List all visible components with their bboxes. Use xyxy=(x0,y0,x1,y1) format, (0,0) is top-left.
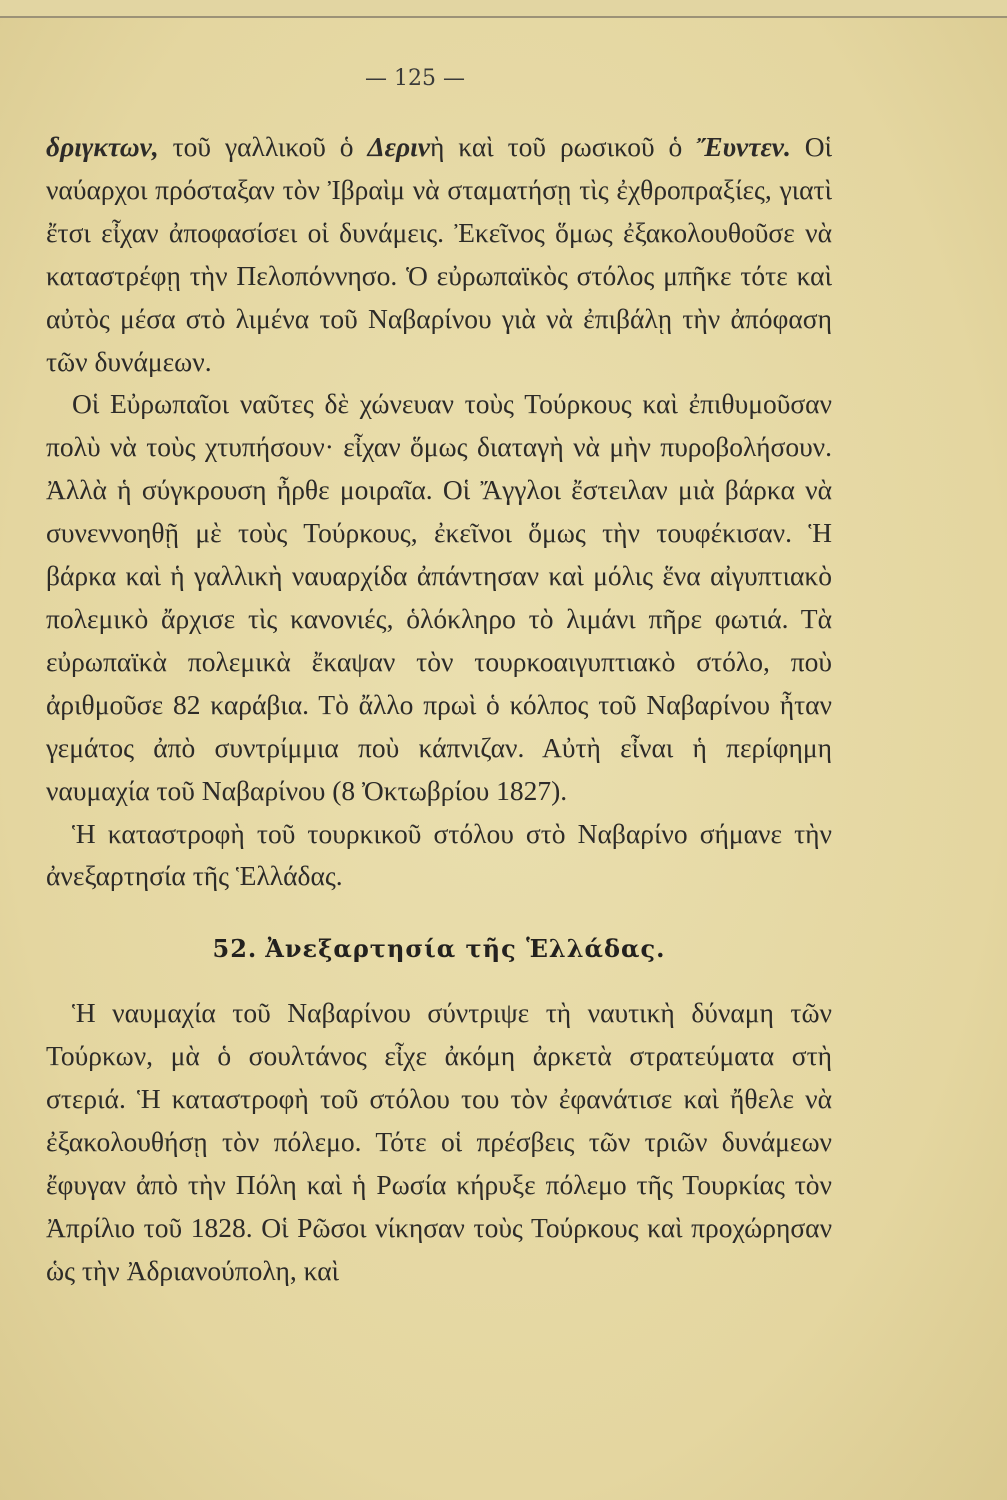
section-title: Ἀνεξαρτησία τῆς Ἑλλάδας. xyxy=(265,934,666,964)
paragraph-1-text-a: τοῦ γαλλικοῦ ὁ xyxy=(158,131,368,162)
section-heading xyxy=(46,931,832,967)
italic-word-fleet-fragment-a: δρ xyxy=(46,131,75,162)
paragraph-1 xyxy=(46,126,832,383)
italic-name-heyden: Ἔυντεν. xyxy=(696,131,791,162)
paragraph-1-text-c: Οἱ ναύαρχοι πρόσταξαν τὸν Ἰβραὶμ νὰ σταματήσῃ τὶς ἐχθροπραξίες, γιατὶ ἔτσι εἶχαν ἀποφασίσει οἱ δυνάμεις. Ἐκεῖνος ὅμως ἐξακολουθοῦσε νὰ καταστρέφῃ τὴν Πελοπόννησο. Ὁ εὐρωπαϊκὸς στόλος μπῆκε τότε καὶ αὐτὸς μέσα στὸ λιμένα τοῦ Ναβαρίνου γιὰ νὰ ἐπιβάλῃ τὴν ἀπόφαση τῶν δυνάμεων. xyxy=(46,131,832,377)
top-edge-rule xyxy=(0,0,1007,18)
italic-name-derigny: Δεριν xyxy=(367,131,430,162)
page-number: — 125 — xyxy=(365,66,465,91)
paragraph-4: Ἡ ναυμαχία τοῦ Ναβαρίνου σύντριψε τὴ ναυτικὴ δύναμη τῶν Τούρκων, μὰ ὁ σουλτάνος εἶχε ἀκόμη ἀρκετὰ στρατεύματα στὴ στεριά. Ἡ καταστροφὴ τοῦ στόλου του τὸν ἐφανάτισε καὶ ἤθελε νὰ ἐξακολουθήσῃ τὸν πόλεμο. Τότε οἱ πρέσβεις τῶν τριῶν δυνάμεων ἔφυγαν ἀπὸ τὴν Πόλη καὶ ἡ Ρωσία κήρυξε πόλεμο τῆς Τουρκίας τὸν Ἀπρίλιο τοῦ 1828. Οἱ Ρῶσοι νίκησαν τοὺς Τούρκους καὶ προχώρησαν ὡς τὴν Ἀδριανούπολη, καὶ xyxy=(46,997,832,1286)
italic-word-fleet-fragment-b: ιγκτων, xyxy=(74,131,159,162)
paragraph-2: Οἱ Εὐρωπαῖοι ναῦτες δὲ χώνευαν τοὺς Τούρκους καὶ ἐπιθυμοῦσαν πολὺ νὰ τοὺς χτυπήσουν· εἶχαν ὅμως διαταγὴ νὰ μὴν πυροβολήσουν. Ἀλλὰ ἡ σύγκρουση ἦρθε μοιραῖα. Οἱ Ἄγγλοι ἔστειλαν μιὰ βάρκα νὰ συνεννοηθῇ μὲ τοὺς Τούρκους, ἐκεῖνοι ὅμως τὴν τουφέκισαν. Ἡ βάρκα καὶ ἡ γαλλικὴ ναυαρχίδα ἀπάντησαν καὶ μόλις ἕνα αἰγυπτιακὸ πολεμικὸ ἄρχισε τὶς κανονιές, ὁλόκληρο τὸ λιμάνι πῆρε φωτιά. Τὰ εὐρωπαϊκὰ πολεμικὰ ἔκαψαν τὸν τουρκοαιγυπτιακὸ στόλο, ποὺ ἀριθμοῦσε 82 καράβια. Τὸ ἄλλο πρωὶ ὁ κόλπος τοῦ Ναβαρίνου ἦταν γεμάτος ἀπὸ συντρίμμια ποὺ κάπνιζαν. Αὐτὴ εἶναι ἡ περίφημη ναυμαχία τοῦ Ναβαρίνου (8 Ὀκτωβρίου 1827). xyxy=(46,388,832,806)
paragraph-3: Ἡ καταστροφὴ τοῦ τουρκικοῦ στόλου στὸ Ναβαρίνο σήμανε τὴν ἀνεξαρτησία τῆς Ἑλλάδας. xyxy=(46,817,832,892)
paragraph-1-text-b: ὴ καὶ τοῦ ρωσικοῦ ὁ xyxy=(429,131,697,162)
body-text xyxy=(46,126,832,1293)
section-number: 52. xyxy=(212,934,258,964)
